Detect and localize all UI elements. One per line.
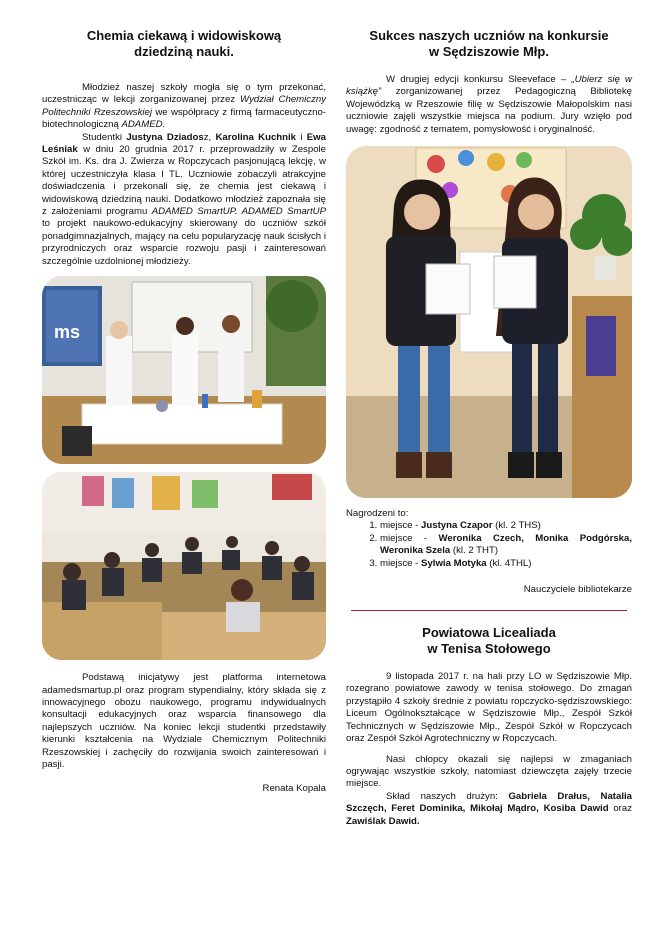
chemia-p2-text-c: z,: [203, 131, 216, 143]
winner-item-3: [380, 558, 632, 570]
chemia-p2-name-3: Ewa Leśniak: [42, 131, 326, 156]
chemia-p1-em-1: Wydział Chemiczny Politechniki Rzeszowskiej: [42, 94, 327, 118]
svg-text:ms: ms: [54, 322, 81, 343]
sukces-p1-text-a: W drugiej edycji konkursu Sleeveface –: [386, 74, 572, 85]
title-line-2: w Sędziszowie Młp.: [429, 44, 549, 59]
winner-class: (kl. 2 THS): [492, 520, 541, 532]
licealiada-paragraph-3: [346, 791, 632, 828]
chemia-p1-em-2: ADAMED.: [121, 119, 166, 131]
photo-winners: [346, 146, 632, 498]
title-line-2: w Tenisa Stołowego: [427, 641, 551, 657]
winner-names: Justyna Czapor: [421, 520, 493, 532]
winner-names: Sylwia Motyka: [421, 557, 487, 569]
chemia-p2-text-d: i: [296, 131, 307, 143]
chemia-paragraph-3: Podstawą inicjatywy jest platforma internetowa adamedsmartup.pl oraz program stypendialny, który składa się z innowacyjnego obozu naukowego, programu indywidualnych konsultacji edukacyjnych oraz wsparcia finansowego dla najlepszych uczniów. Na koniec lekcji studentki przedstawiły kierunki kształcenia na Wydziale Chemicznym Politechniki Rzeszowskiej i zachęciły do rozwijania swoich zainteresowań i pasji.: [42, 672, 326, 770]
licealiada-p3-text-c: oraz: [608, 803, 632, 815]
left-column: [42, 28, 326, 795]
chemia-p2-name-1: Justyna Dziados: [126, 131, 204, 143]
licealiada-p3-text-a: Skład naszych drużyn:: [386, 790, 509, 802]
chemia-paragraph-2: [42, 132, 326, 268]
article-title-chemia: [42, 28, 326, 60]
chemia-p2-text-e: w dniu 20 grudnia 2017 r. przeprowadziły w Zespole Szkół im. Ks. dra J. Zwierza w Ropczycach pasjonującą lekcję, w której uczestniczyła klasa I TL. Uczniowie zobaczyli atrakcyjne doświadczenia i przekonali się, że chemia jest ciekawą i widowiskową dziedziną nauki. Dodatkowo młodzież zapoznała się z założeniami programu: [42, 144, 326, 218]
licealiada-team-names: Gabriela Drałus, Natalia Szczęch, Feret Dominika, Mikołaj Mądro, Kosiba Dawid: [346, 790, 632, 815]
winner-item-1: [380, 520, 632, 532]
chemia-paragraph-1: [42, 82, 326, 132]
photo-winners-image: [346, 146, 632, 498]
awarded-label: Nagrodzeni to:: [346, 508, 409, 520]
licealiada-paragraph-1: 9 listopada 2017 r. na hali przy LO w Sędziszowie Młp. rozegrano powiatowe zawody w tenisa stołowego. Do zmagań przystąpiło 4 szkoły średnie z powiatu ropczycko-sędziszowskiego: Liceum Ogólnokształcące w Sędziszowie Młp., Zespół Szkół Technicznych w Sędziszowie Młp., Zespół Szkół w Ropczycach oraz Zespół Szkół Agrotechniczny w Ropczycach.: [346, 671, 632, 745]
right-column: [346, 28, 632, 828]
chemia-p2-text-a: Studentki: [82, 131, 127, 143]
title-line-2: dziedziną nauki.: [134, 44, 234, 59]
winners-list: [346, 520, 632, 570]
chemia-author: Renata Kopala: [262, 783, 326, 795]
licealiada-paragraph-2: Nasi chłopcy okazali się najlepsi w zmaganiach ogrywając wszystkie szkoły, natomiast dziewczęta zajęły trzecie miejsce.: [346, 753, 632, 790]
title-line-1: Chemia ciekawą i widowiskową: [86, 28, 282, 43]
sukces-p1-text-b: zorganizowanej przez Pedagogiczną Bibliotekę Wojewódzką w Rzeszowie filię w Sędziszowie Małopolskim nasi uczniowie zajęli wszystkie miejsca na podium. Jury wzięło pod uwagę: zgodność z tematem, pomysłowość i oryginalność.: [346, 86, 632, 135]
winner-place: miejsce -: [380, 557, 422, 569]
article-title-licealiada: [346, 625, 632, 657]
winner-item-2: [380, 533, 632, 558]
photo-classroom: [42, 472, 326, 660]
article-title-sukces: [346, 28, 632, 60]
chemia-p1-text-b: we współpracy z firmą farmaceutyczno-biotechnologiczną: [42, 106, 326, 131]
chemia-p2-em: ADAMED SmartUP. ADAMED SmartUP: [151, 206, 326, 218]
chemia-p1-text-a: Młodzież naszej szkoły mogła się o tym przekonać, uczestnicząc w lekcji zorganizowanej przez: [42, 82, 326, 106]
sukces-p1-em: „Ubierz się w książkę”: [346, 74, 632, 98]
winner-names: Weronika Czech, Monika Podgórska, Weronika Szela: [380, 532, 632, 557]
chemia-p2-name-2: Karolina Kuchnik: [215, 131, 297, 143]
sukces-author: Nauczyciele bibliotekarze: [523, 584, 632, 596]
sukces-paragraph-1: [346, 74, 632, 136]
photo-chemistry-demo: [42, 276, 326, 464]
title-line-1: Powiatowa Licealiada: [422, 625, 556, 641]
photo-classroom-image: [42, 472, 326, 660]
photo-chemistry-demo-image: [42, 276, 326, 464]
title-line-1: Sukces naszych uczniów na konkursie: [369, 28, 609, 43]
winner-place: miejsce -: [380, 520, 422, 532]
winner-class: (kl. 2 THT): [450, 545, 499, 557]
winner-class: (kl. 4THL): [486, 557, 532, 569]
chemia-p2-text-f: to projekt naukowo-edukacyjny skierowany do uczniów szkół ponadgimnazjalnych, mający na celu popularyzację nauk ścisłych i przyrodniczych oraz wsparcie rozwoju pasji i zainteresowań szczególnie uzdolnionej młodzieży.: [42, 218, 326, 267]
winner-place: miejsce -: [380, 532, 439, 544]
licealiada-team-last: Zawiślak Dawid.: [346, 815, 420, 827]
